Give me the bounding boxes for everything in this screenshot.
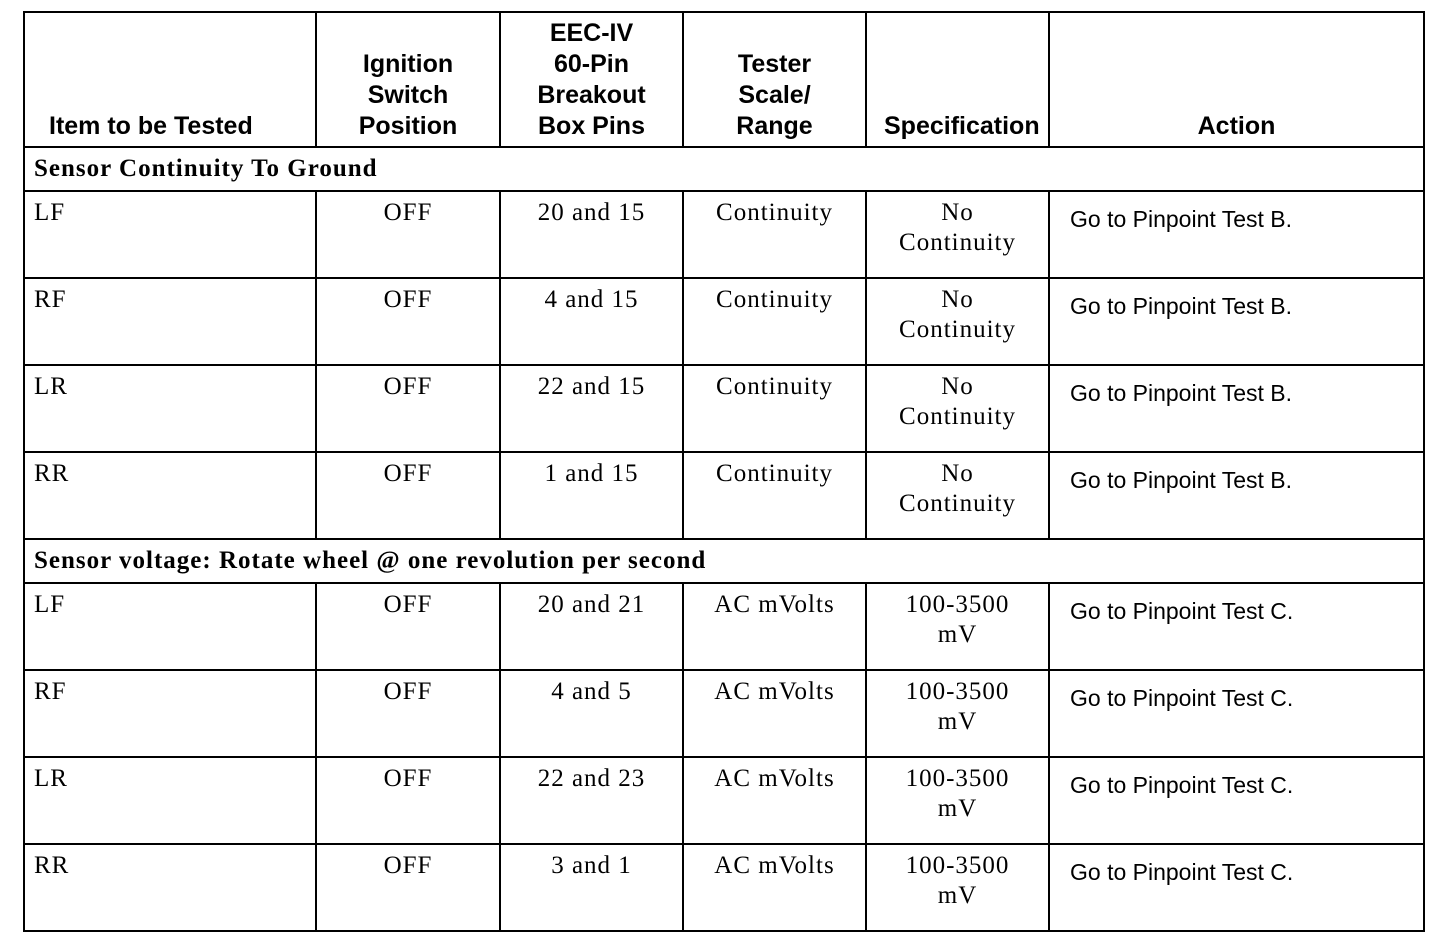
cell-item: LR: [24, 757, 316, 844]
cell-pins: 4 and 15: [500, 278, 683, 365]
cell-action: Go to Pinpoint Test B.: [1049, 452, 1424, 539]
section-row: [24, 147, 1424, 191]
table-row: [24, 844, 1424, 931]
cell-action: Go to Pinpoint Test B.: [1049, 191, 1424, 278]
cell-pins: 3 and 1: [500, 844, 683, 931]
header-specification: Specification: [866, 12, 1049, 147]
header-action: Action: [1049, 12, 1424, 147]
spec-line: 100-3500: [905, 591, 1010, 618]
section-title: Sensor Continuity To Ground: [24, 147, 1424, 191]
cell-scale: Continuity: [683, 191, 866, 278]
cell-spec: [866, 844, 1049, 931]
spec-line: No: [941, 373, 974, 400]
table-row: [24, 583, 1424, 670]
cell-action: Go to Pinpoint Test C.: [1049, 583, 1424, 670]
cell-pins: 4 and 5: [500, 670, 683, 757]
cell-ignition: OFF: [316, 844, 500, 931]
spec-line: Continuity: [899, 403, 1016, 430]
cell-action: Go to Pinpoint Test B.: [1049, 365, 1424, 452]
cell-pins: 22 and 23: [500, 757, 683, 844]
table-row: [24, 278, 1424, 365]
cell-item: LF: [24, 583, 316, 670]
spec-line: 100-3500: [905, 678, 1010, 705]
cell-ignition: OFF: [316, 670, 500, 757]
cell-ignition: OFF: [316, 452, 500, 539]
cell-spec: [866, 757, 1049, 844]
spec-line: 100-3500: [905, 852, 1010, 879]
cell-pins: 20 and 15: [500, 191, 683, 278]
section-row: [24, 539, 1424, 583]
cell-scale: Continuity: [683, 278, 866, 365]
cell-spec: [866, 452, 1049, 539]
cell-scale: Continuity: [683, 452, 866, 539]
cell-action: Go to Pinpoint Test B.: [1049, 278, 1424, 365]
cell-pins: 20 and 21: [500, 583, 683, 670]
cell-ignition: OFF: [316, 757, 500, 844]
cell-item: RF: [24, 278, 316, 365]
spec-line: mV: [937, 708, 978, 735]
cell-spec: [866, 670, 1049, 757]
spec-line: Continuity: [899, 490, 1016, 517]
spec-line: mV: [937, 882, 978, 909]
cell-ignition: OFF: [316, 191, 500, 278]
spec-line: 100-3500: [905, 765, 1010, 792]
cell-scale: Continuity: [683, 365, 866, 452]
cell-item: RR: [24, 452, 316, 539]
test-table: [23, 11, 1425, 932]
header-row: [24, 12, 1424, 147]
cell-item: RR: [24, 844, 316, 931]
cell-spec: [866, 365, 1049, 452]
cell-ignition: OFF: [316, 583, 500, 670]
spec-line: mV: [937, 795, 978, 822]
cell-ignition: OFF: [316, 365, 500, 452]
cell-scale: AC mVolts: [683, 670, 866, 757]
cell-pins: 22 and 15: [500, 365, 683, 452]
spec-line: No: [941, 286, 974, 313]
cell-action: Go to Pinpoint Test C.: [1049, 757, 1424, 844]
header-tester-scale: Tester Scale/ Range: [683, 12, 866, 147]
cell-scale: AC mVolts: [683, 844, 866, 931]
cell-item: RF: [24, 670, 316, 757]
header-item: Item to be Tested: [24, 12, 316, 147]
cell-pins: 1 and 15: [500, 452, 683, 539]
spec-line: Continuity: [899, 316, 1016, 343]
table-row: [24, 452, 1424, 539]
cell-scale: AC mVolts: [683, 757, 866, 844]
cell-item: LR: [24, 365, 316, 452]
cell-spec: [866, 278, 1049, 365]
cell-spec: [866, 583, 1049, 670]
section-title: Sensor voltage: Rotate wheel @ one revolution per second: [24, 539, 1424, 583]
spec-line: mV: [937, 621, 978, 648]
table-row: [24, 757, 1424, 844]
spec-line: Continuity: [899, 229, 1016, 256]
cell-action: Go to Pinpoint Test C.: [1049, 670, 1424, 757]
cell-ignition: OFF: [316, 278, 500, 365]
table-row: [24, 670, 1424, 757]
spec-line: No: [941, 199, 974, 226]
cell-spec: [866, 191, 1049, 278]
table-row: [24, 365, 1424, 452]
cell-scale: AC mVolts: [683, 583, 866, 670]
table-row: [24, 191, 1424, 278]
header-ignition: Ignition Switch Position: [316, 12, 500, 147]
spec-line: No: [941, 460, 974, 487]
table-body: [24, 147, 1424, 931]
cell-item: LF: [24, 191, 316, 278]
cell-action: Go to Pinpoint Test C.: [1049, 844, 1424, 931]
header-eec-pins: EEC-IV 60-Pin Breakout Box Pins: [500, 12, 683, 147]
